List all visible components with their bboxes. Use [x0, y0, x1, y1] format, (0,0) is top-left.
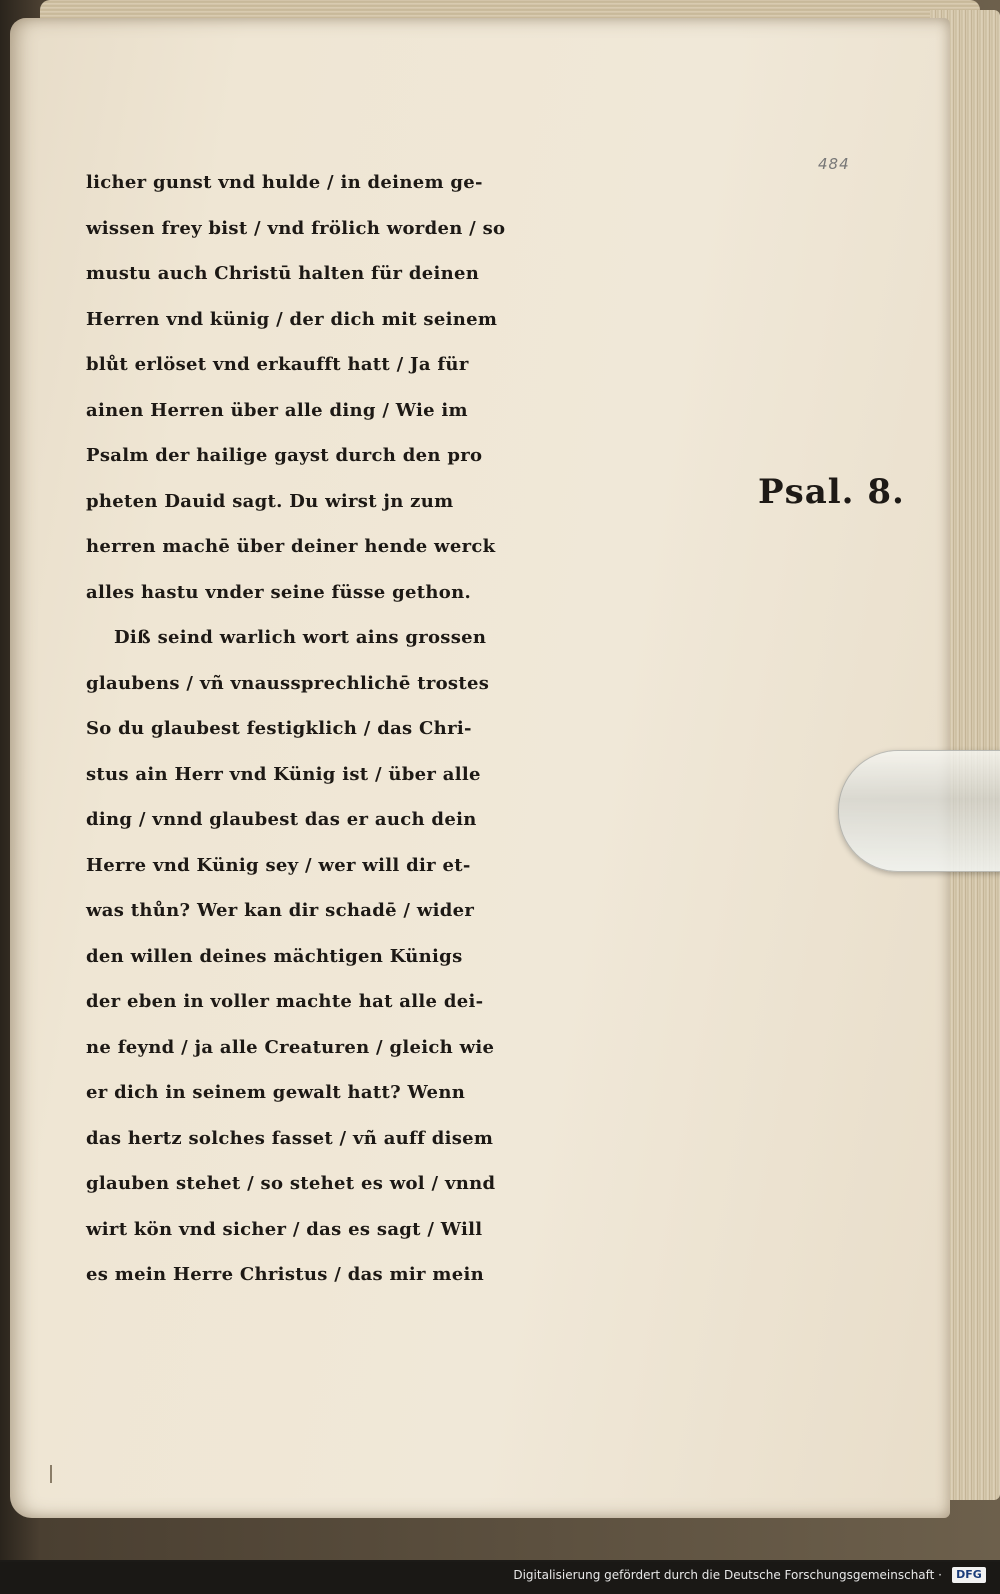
text-line: Herren vnd künig / der dich mit seinem — [86, 308, 498, 330]
text-line: glauben stehet / so stehet es wol / vnnd — [86, 1173, 496, 1194]
dfg-logo: DFG — [952, 1567, 986, 1583]
text-block — [86, 160, 766, 1298]
digitization-credit: Digitalisierung gefördert durch die Deutsche Forschungsgemeinschaft · — [513, 1568, 942, 1582]
page-clip — [838, 750, 1000, 872]
text-line: So du glaubest festigklich / das Chri- — [86, 718, 472, 739]
text-line: Diß seind warlich wort ains grossen — [114, 627, 487, 648]
text-line: was thůn? Wer kan dir schadē / wider — [86, 900, 475, 921]
text-line: pheten Dauid sagt. Du wirst jn zum — [86, 490, 454, 512]
text-line: herren machē über deiner hende werck — [86, 536, 496, 557]
text-line: ding / vnnd glaubest das er auch dein — [86, 809, 477, 830]
text-line: den willen deines mächtigen Künigs — [86, 945, 463, 967]
text-line: wirt kön vnd sicher / das es sagt / Will — [86, 1218, 483, 1240]
folio-number: 484 — [818, 155, 850, 173]
text-line: blůt erlöset vnd erkaufft hatt / Ja für — [86, 354, 469, 375]
text-line: er dich in seinem gewalt hatt? Wenn — [86, 1082, 466, 1103]
text-line: Herre vnd Künig sey / wer will dir et- — [86, 854, 471, 876]
text-line: ne feynd / ja alle Creaturen / gleich wie — [86, 1036, 495, 1058]
page-mark — [50, 1465, 52, 1483]
text-line: stus ain Herr vnd Künig ist / über alle — [86, 763, 481, 785]
text-line: alles hastu vnder seine füsse gethon. — [86, 581, 472, 603]
text-line: wissen frey bist / vnd frölich worden / so — [86, 217, 506, 239]
text-line: Psalm der hailige gayst durch den pro — [86, 445, 483, 466]
text-line: das hertz solches fasset / vñ auff disem — [86, 1127, 494, 1149]
text-line: licher gunst vnd hulde / in deinem ge- — [86, 172, 483, 193]
text-line: glaubens / vñ vnaussprechlichē trostes — [86, 672, 490, 694]
text-line: mustu auch Christū halten für deinen — [86, 263, 480, 284]
text-line: ainen Herren über alle ding / Wie im — [86, 399, 468, 421]
text-line: der eben in voller machte hat alle dei- — [86, 991, 484, 1012]
marginal-note: Psal. 8. — [758, 472, 905, 512]
text-line: es mein Herre Christus / das mir mein — [86, 1264, 485, 1285]
